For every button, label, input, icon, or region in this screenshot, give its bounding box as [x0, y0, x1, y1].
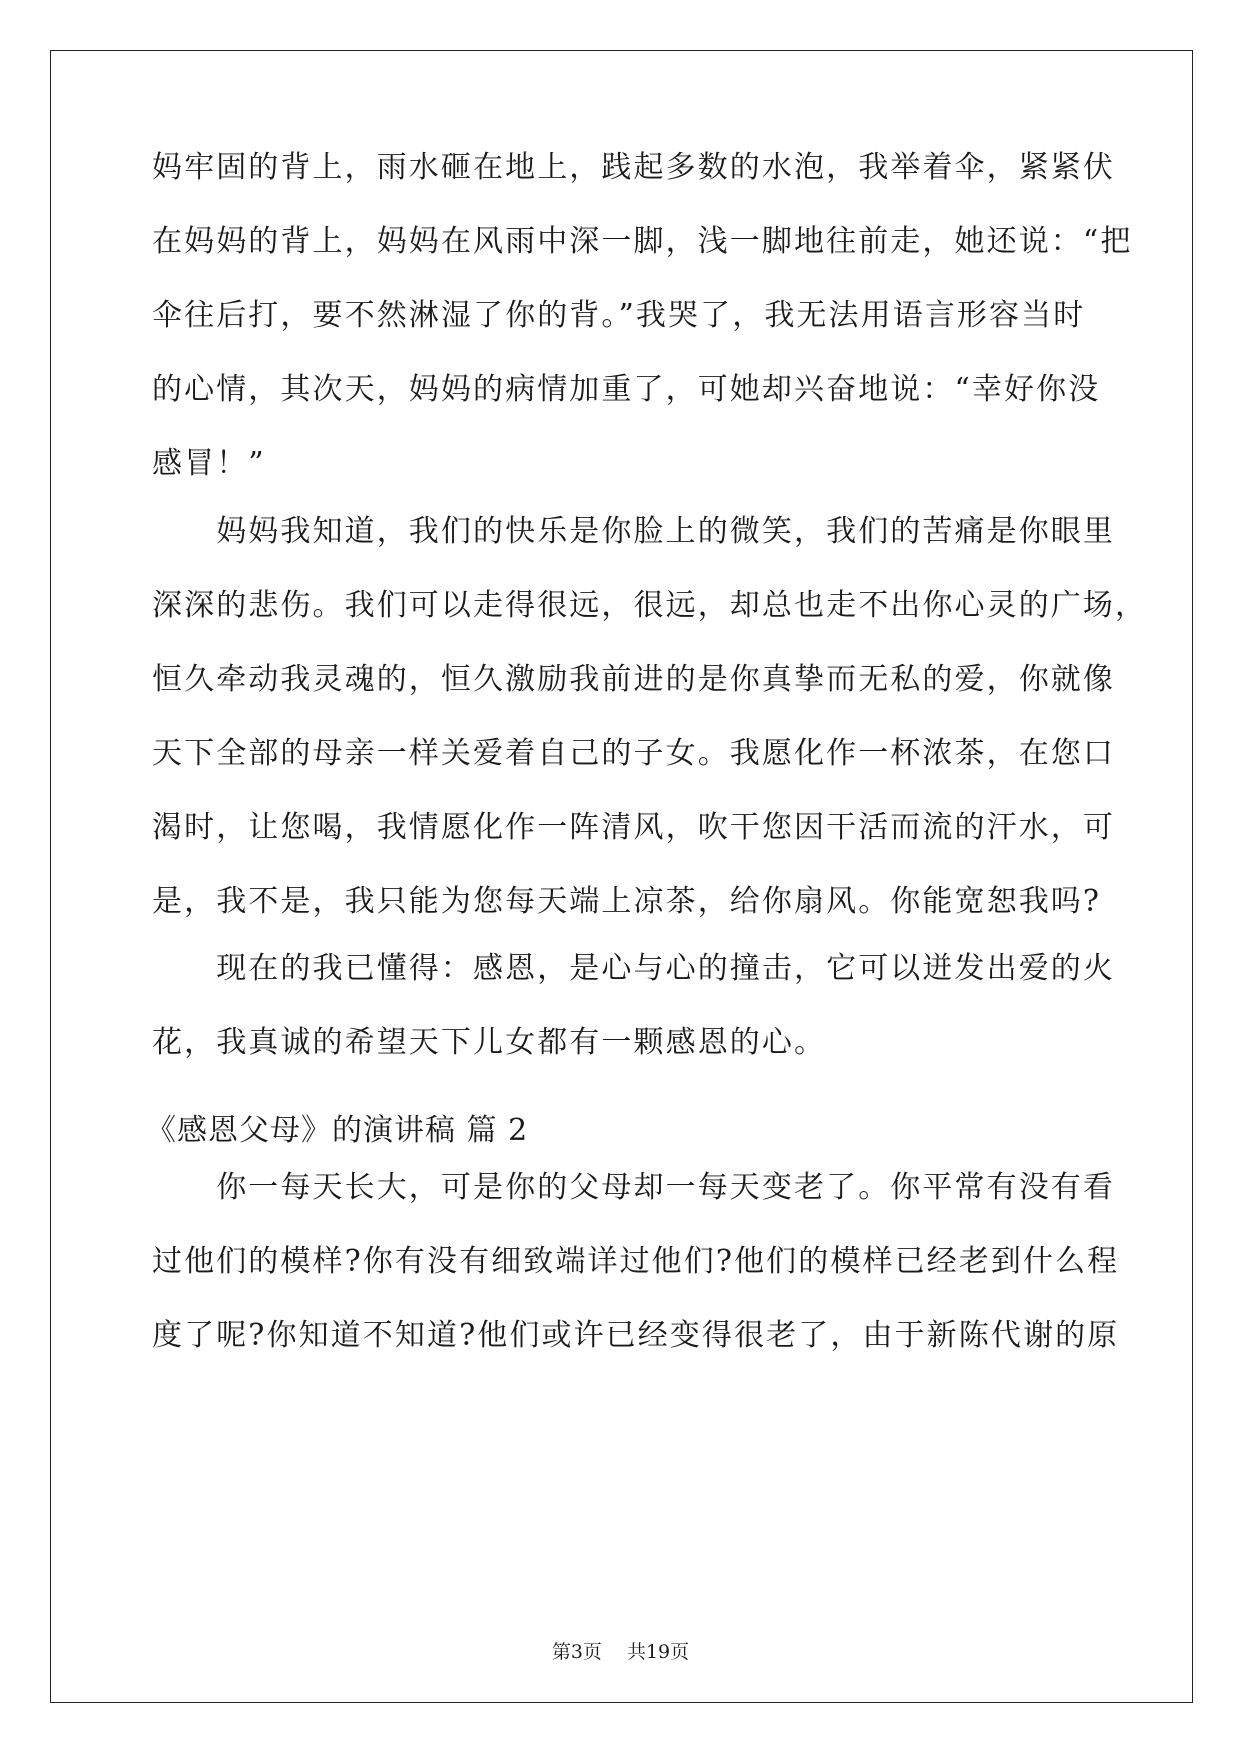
text-line: 现在的我已懂得：感恩，是心与心的撞击，它可以迸发出爱的火	[152, 951, 1115, 986]
text-line: 度了呢?你知道不知道?他们或许已经变得很老了，由于新陈代谢的原	[152, 1318, 1120, 1353]
text-line: 妈妈我知道，我们的快乐是你脸上的微笑，我们的苦痛是你眼里	[152, 514, 1115, 549]
paragraph-1	[152, 131, 1133, 501]
text-line: 的心情，其次天，妈妈的病情加重了，可她却兴奋地说：“幸好你没	[152, 372, 1101, 407]
section-heading: 《感恩父母》的演讲稿 篇 2	[146, 1113, 529, 1148]
text-line: 是，我不是，我只能为您每天端上凉茶，给你扇风。你能宽恕我吗?	[152, 884, 1102, 919]
text-line: 在妈妈的背上，妈妈在风雨中深一脚，浅一脚地往前走，她还说：“把	[152, 224, 1133, 259]
text-line: 深深的悲伤。我们可以走得很远，很远，却总也走不出你心灵的广场，	[152, 588, 1148, 623]
text-line: 伞往后打，要不然淋湿了你的背。”我哭了，我无法用语言形容当时	[152, 298, 1086, 333]
text-line: 过他们的模样?你有没有细致端详过他们?他们的模样已经老到什么程	[152, 1244, 1120, 1279]
text-line: 花，我真诚的希望天下儿女都有一颗感恩的心。	[152, 1025, 827, 1060]
text-line: 你一每天长大，可是你的父母却一每天变老了。你平常有没有看	[152, 1170, 1115, 1205]
text-line: 感冒！”	[152, 446, 266, 481]
text-line: 天下全部的母亲一样关爱着自己的子女。我愿化作一杯浓茶，在您口	[152, 736, 1115, 771]
page-footer: 第3页 共19页	[551, 1641, 690, 1663]
paragraph-2	[152, 495, 1148, 939]
text-line: 恒久牵动我灵魂的，恒久激励我前进的是你真挚而无私的爱，你就像	[152, 662, 1115, 697]
paragraph-3	[152, 932, 1115, 1080]
text-line: 渴时，让您喝，我情愿化作一阵清风，吹干您因干活而流的汗水，可	[152, 810, 1115, 845]
paragraph-4	[152, 1151, 1120, 1373]
text-line: 妈牢固的背上，雨水砸在地上，践起多数的水泡，我举着伞，紧紧伏	[152, 150, 1115, 185]
